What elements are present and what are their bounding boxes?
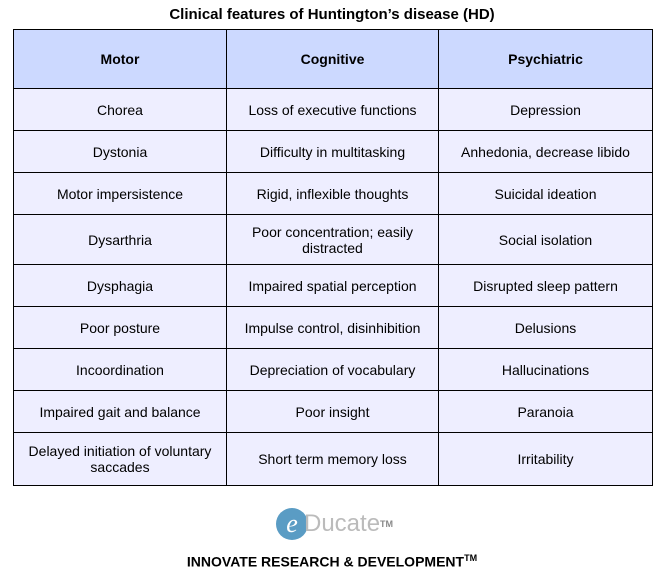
table-row [14, 265, 653, 307]
clinical-features-table [13, 29, 653, 486]
logo-circle-icon: e [276, 508, 308, 540]
cognitive-cell: Impulse control, disinhibition [227, 307, 439, 349]
psychiatric-cell: Disrupted sleep pattern [439, 265, 653, 307]
header-cognitive: Cognitive [227, 30, 439, 89]
table-row [14, 131, 653, 173]
cognitive-cell: Poor concentration; easily distracted [227, 215, 439, 265]
motor-cell: Chorea [14, 89, 227, 131]
motor-cell: Dystonia [14, 131, 227, 173]
cognitive-cell: Short term memory loss [227, 433, 439, 486]
psychiatric-cell: Irritability [439, 433, 653, 486]
psychiatric-cell: Social isolation [439, 215, 653, 265]
psychiatric-cell: Anhedonia, decrease libido [439, 131, 653, 173]
table-row [14, 307, 653, 349]
logo-trademark: TM [380, 519, 394, 529]
logo-text: Ducate [304, 510, 381, 537]
educate-logo [276, 508, 393, 540]
psychiatric-cell: Delusions [439, 307, 653, 349]
table-row [14, 391, 653, 433]
table-row [14, 89, 653, 131]
motor-cell: Poor posture [14, 307, 227, 349]
motor-cell: Impaired gait and balance [14, 391, 227, 433]
page-title: Clinical features of Huntington’s disease (HD) [169, 6, 495, 23]
cognitive-cell: Loss of executive functions [227, 89, 439, 131]
table-row [14, 349, 653, 391]
footer-trademark: TM [464, 553, 478, 563]
header-motor: Motor [14, 30, 227, 89]
table-row [14, 433, 653, 486]
table-row [14, 173, 653, 215]
footer-text [0, 553, 664, 570]
psychiatric-cell: Suicidal ideation [439, 173, 653, 215]
cognitive-cell: Difficulty in multitasking [227, 131, 439, 173]
table-row [14, 215, 653, 265]
motor-cell: Dysphagia [14, 265, 227, 307]
motor-cell: Motor impersistence [14, 173, 227, 215]
cognitive-cell: Poor insight [227, 391, 439, 433]
motor-cell: Incoordination [14, 349, 227, 391]
cognitive-cell: Depreciation of vocabulary [227, 349, 439, 391]
psychiatric-cell: Hallucinations [439, 349, 653, 391]
motor-cell: Dysarthria [14, 215, 227, 265]
header-psychiatric: Psychiatric [439, 30, 653, 89]
cognitive-cell: Rigid, inflexible thoughts [227, 173, 439, 215]
footer-label: INNOVATE RESEARCH & DEVELOPMENT [186, 553, 465, 570]
psychiatric-cell: Paranoia [439, 391, 653, 433]
table-header-row [14, 30, 653, 89]
cognitive-cell: Impaired spatial perception [227, 265, 439, 307]
motor-cell: Delayed initiation of voluntary saccades [14, 433, 227, 486]
psychiatric-cell: Depression [439, 89, 653, 131]
